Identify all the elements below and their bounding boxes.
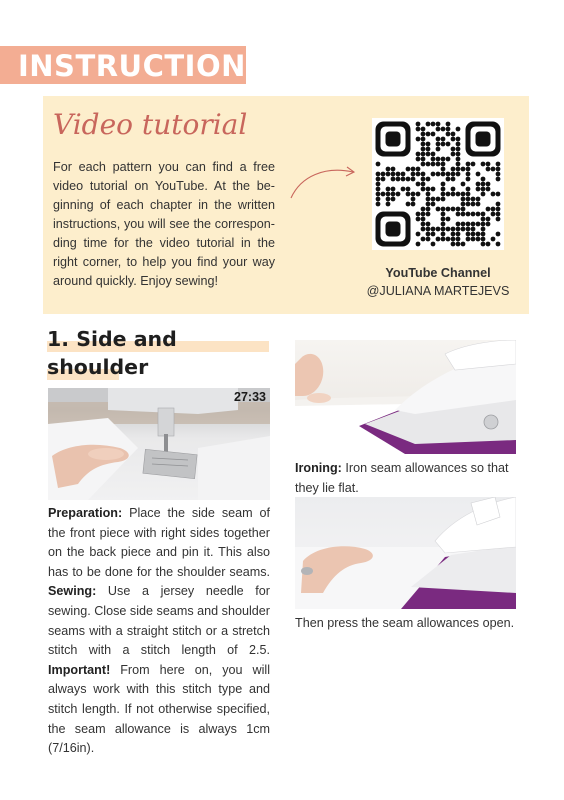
important-label: Important! xyxy=(48,662,111,677)
press-instructions: Then press the seam allowances open. xyxy=(295,616,515,630)
video-tutorial-title: Video tutorial xyxy=(53,108,248,141)
preparation-text: Place the side seam of the front piece with right sides together on the back piece and pin it. This also has to be done for the shoulder seams. xyxy=(48,506,270,579)
video-timestamp: 27:33 xyxy=(234,390,266,404)
pressing-photo xyxy=(295,497,516,609)
youtube-channel-label: YouTube Channel xyxy=(385,266,491,280)
video-tutorial-text: For each pattern you can find a free video tutorial on YouTube. At the beginning of each chapter in the written instructions, you will see the corresponding time for the video tutorial in the right corner, to help you find your way around quickly. Enjoy sewing! xyxy=(53,160,275,288)
sewing-machine-photo xyxy=(48,388,270,500)
ironing-text: Iron seam allowances so that they lie flat. xyxy=(295,461,509,495)
video-tutorial-box xyxy=(43,96,529,314)
important-text: From here on, you will always work with this stitch type and stitch length. If not otherwise specified, the seam allowance is always 1cm (7/16in). xyxy=(48,662,270,756)
curved-arrow-icon xyxy=(289,162,361,202)
ironing-instructions xyxy=(295,459,517,498)
iron-illustration xyxy=(295,340,516,454)
preparation-label: Preparation: xyxy=(48,506,123,520)
sewing-label: Sewing: xyxy=(48,584,97,599)
qr-code[interactable] xyxy=(372,118,504,250)
youtube-channel-handle[interactable]: @JULIANA MARTEJEVS xyxy=(366,284,510,298)
ironing-label: Ironing: xyxy=(295,461,342,475)
sewing-text: Use a jersey needle for sewing. Close side seams and shoulder seams with a straight stitch or a stretch stitch with a stitch length of 2.5. xyxy=(48,584,270,658)
sewing-machine-illustration xyxy=(48,388,270,500)
section-heading-line1: 1. Side and shoulder xyxy=(47,327,177,379)
qr-code-image xyxy=(372,118,504,250)
page-title: INSTRUCTIONS xyxy=(18,49,268,83)
ironing-photo xyxy=(295,340,516,454)
preparation-instructions xyxy=(48,504,270,759)
iron-illustration xyxy=(295,497,516,609)
